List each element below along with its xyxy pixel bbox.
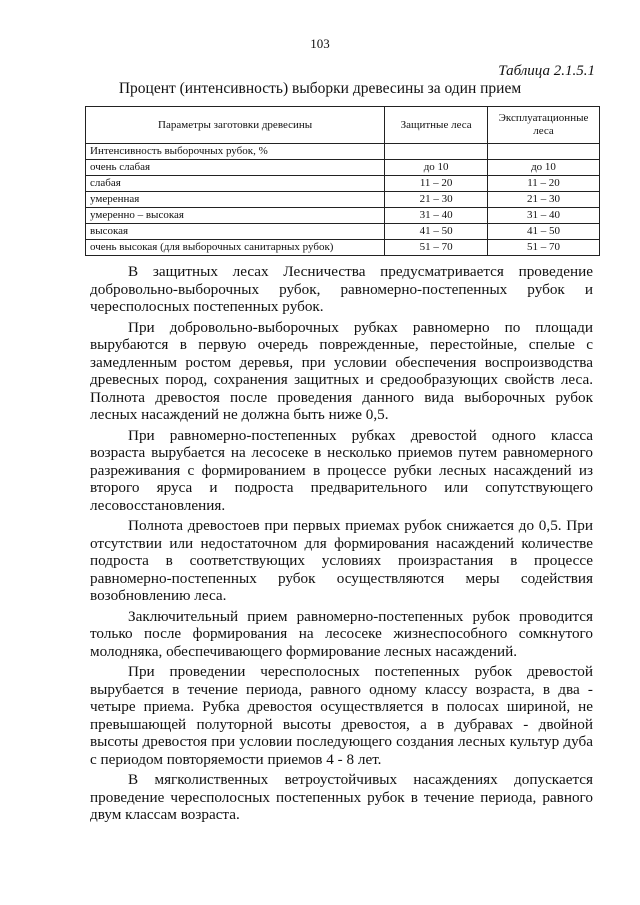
row-protective: до 10 — [385, 160, 488, 176]
page-number: 103 — [310, 36, 330, 51]
row-name: очень высокая (для выборочных санитарных рубок) — [86, 240, 385, 256]
group-empty-cell — [385, 144, 488, 160]
paragraph: В мягколиственных ветроустойчивых насаждениях допускается проведение чересполосных постепенных рубок в течение периода, равного двум классам возраста. — [90, 771, 593, 823]
table-title: Процент (интенсивность) выборки древесины за один прием — [118, 80, 522, 97]
row-protective: 41 – 50 — [385, 224, 488, 240]
table-row — [86, 160, 600, 176]
table-row — [86, 240, 600, 256]
row-protective: 21 – 30 — [385, 192, 488, 208]
paragraph: Полнота древостоев при первых приемах рубок снижается до 0,5. При отсутствии или недостаточном для формирования насаждений количестве подроста в соответствующих условиях произрастания в процессе равномерно-постепенных рубок осуществляются меры содействия возобновлению леса. — [90, 517, 593, 604]
row-operational: 51 – 70 — [488, 240, 600, 256]
row-operational: 21 – 30 — [488, 192, 600, 208]
table-group-row — [86, 144, 600, 160]
row-operational: 11 – 20 — [488, 176, 600, 192]
paragraph: При проведении чересполосных постепенных рубок древостой вырубается в течение периода, равного одному классу возраста, в два - четыре приема. Рубка древостоя осуществляется в полосах шириной, не превышающей полуторной высоты древостоя, а в дубравах - двойной высоты древостоя при условии последующего создания лесных культур дуба с периодом повторяемости приемов 4 - 8 лет. — [90, 663, 593, 768]
table-row — [86, 224, 600, 240]
header-parameters: Параметры заготовки древесины — [86, 107, 385, 144]
paragraph: Заключительный прием равномерно-постепенных рубок проводится только после формирования на лесосеке жизнеспособного сомкнутого молодняка, обеспечивающего формирование лесных насаждений. — [90, 607, 593, 660]
paragraph: При добровольно-выборочных рубках равномерно по площади вырубаются в первую очередь поврежденные, перестойные, спелые с замедленным ростом деревья, при условии обеспечения воспроизводства древесных пород, сохранения защитных и средообразующих свойств леса. Полнота древостоя после проведения данного вида выборочных рубок лесных насаждений не должна быть ниже 0,5. — [90, 318, 593, 423]
header-operational: Эксплуатационные леса — [488, 107, 600, 144]
table-header-row — [86, 107, 600, 144]
row-operational: 41 – 50 — [488, 224, 600, 240]
row-name: умеренная — [86, 192, 385, 208]
table-row — [86, 208, 600, 224]
row-name: слабая — [86, 176, 385, 192]
header-protective: Защитные леса — [385, 107, 488, 144]
paragraph: В защитных лесах Лесничества предусматривается проведение добровольно-выборочных рубок, равномерно-постепенных рубок и чересполосных постепенных рубок. — [90, 263, 593, 315]
table-row — [86, 192, 600, 208]
row-protective: 11 – 20 — [385, 176, 488, 192]
row-protective: 51 – 70 — [385, 240, 488, 256]
paragraph: При равномерно-постепенных рубках древостой одного класса возраста вырубается на лесосеке в несколько приемов путем равномерного разреживания с формированием в процессе рубки лесных насаждений из второго яруса и подроста предварительного или сопутствующего лесовосстановления. — [90, 426, 593, 514]
row-name: высокая — [86, 224, 385, 240]
body-text — [90, 263, 593, 827]
table-row — [86, 176, 600, 192]
table-label: Таблица 2.1.5.1 — [498, 63, 595, 79]
row-name: очень слабая — [86, 160, 385, 176]
row-operational: 31 – 40 — [488, 208, 600, 224]
row-name: умеренно – высокая — [86, 208, 385, 224]
row-protective: 31 – 40 — [385, 208, 488, 224]
row-operational: до 10 — [488, 160, 600, 176]
group-label: Интенсивность выборочных рубок, % — [86, 144, 385, 160]
harvest-intensity-table — [85, 106, 600, 256]
group-empty-cell — [488, 144, 600, 160]
